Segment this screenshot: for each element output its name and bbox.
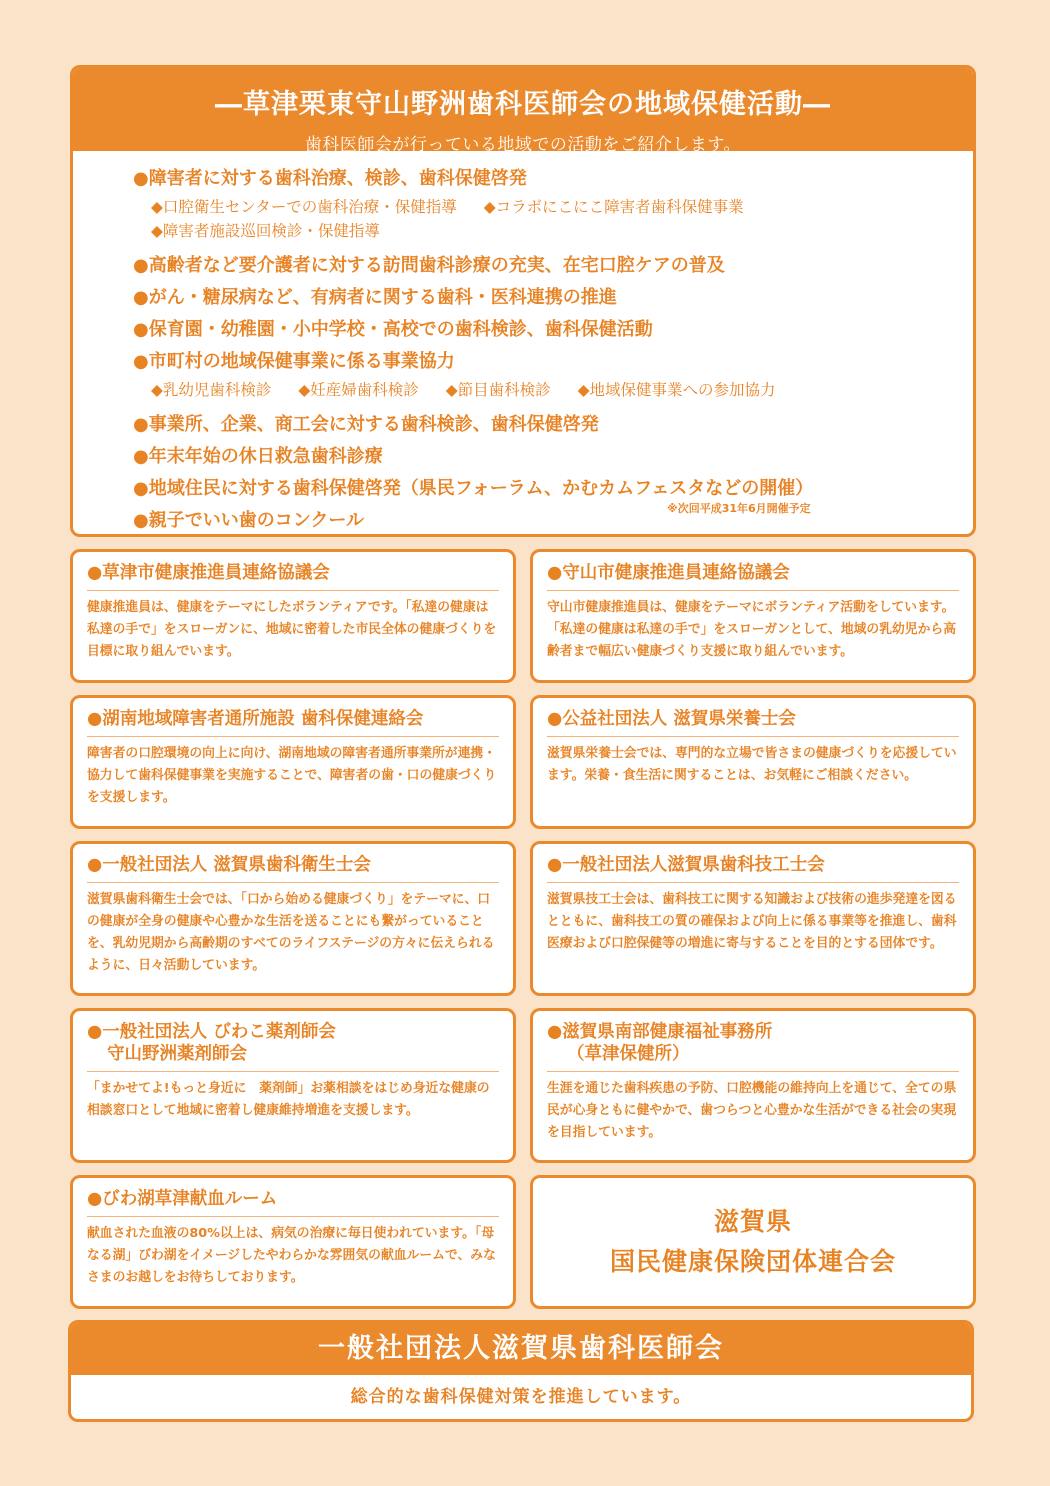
activity-subitem: ◆乳幼児歯科検診 (151, 381, 272, 399)
main-subtitle: 歯科医師会が行っている地域での活動をご紹介します。 (304, 135, 742, 155)
bottom-box (68, 1320, 974, 1422)
main-activities-box (70, 65, 976, 537)
activity-subrow (133, 195, 973, 219)
card-title: ●湖南地域障害者通所施設 歯科保健連絡会 (87, 708, 499, 737)
card-body: 献血された血液の80%以上は、病気の治療に毎日使われています。「母なる湖」びわ湖をイメージしたやわらかな雰囲気の献血ルームで、みなさまのお越しをお待ちしております。 (87, 1226, 496, 1285)
main-title: ―草津栗東守山野洲歯科医師会の地域保健活動― (215, 89, 831, 120)
card-body: 「まかせてよ!もっと身近に 薬剤師」お薬相談をはじめ身近な健康の相談窓口として地域に密着し健康維持増進を支援します。 (87, 1081, 490, 1118)
card-title-line2: （草津保健所） (567, 1044, 690, 1064)
card-moriyama-health (530, 549, 976, 683)
card-title: ●びわ湖草津献血ルーム (87, 1188, 499, 1217)
main-header (73, 68, 973, 155)
card-body: 守山市健康推進員は、健康をテーマにボランティア活動をしています。「私達の健康は私達の手で」をスローガンとして、地域の乳幼児から高齢者まで幅広い健康づくり支援に取り組んでいます。 (547, 600, 956, 659)
activity-item: ●障害者に対する歯科治療、検診、歯科保健啓発 (133, 168, 527, 189)
card-title: ●一般社団法人滋賀県歯科技工士会 (547, 854, 959, 883)
activity-subitem: ◆妊産婦歯科検診 (298, 381, 419, 399)
activity-item: ●事業所、企業、商工会に対する歯科検診、歯科保健啓発 (133, 414, 599, 435)
activity-subitem: ◆障害者施設巡回検診・保健指導 (151, 222, 380, 240)
schedule-note: ※次回平成31年6月開催予定 (667, 502, 811, 515)
activity-item: ●保育園・幼稚園・小中学校・高校での歯科検診、歯科保健活動 (133, 319, 653, 340)
card-body: 滋賀県歯科衛生士会では、「口から始める健康づくり」をテーマに、口の健康が全身の健康や心豊かな生活を送ることにも繋がっていることを、乳幼児期から高齢期のすべてのライフステージの方々に伝えられるように、日々活動しています。 (87, 892, 495, 973)
card-title: ●一般社団法人 滋賀県歯科衛生士会 (87, 854, 499, 883)
activity-item: ●市町村の地域保健事業に係る事業協力 (133, 351, 455, 372)
card-body: 生涯を通じた歯科疾患の予防、口腔機能の維持向上を通じて、全ての県民が心身ともに健やかで、歯つらつと心豊かな生活ができる社会の実現を目指しています。 (547, 1081, 957, 1140)
card-konan-disability (70, 695, 516, 829)
card-body: 健康推進員は、健康をテーマにしたボランティアです。「私達の健康は私達の手で」をスローガンに、地域に密着した市民全体の健康づくりを目標に取り組んでいます。 (87, 600, 497, 659)
card-title-line2: 守山野洲薬剤師会 (107, 1044, 247, 1064)
card-health-office (530, 1008, 976, 1163)
card-title: ●守山市健康推進員連絡協議会 (547, 562, 959, 591)
card-title-line1: ●一般社団法人 びわこ薬剤師会 (87, 1022, 336, 1042)
card-body: 滋賀県技工士会は、歯科技工に関する知識および技術の進歩発達を図るとともに、歯科技工の質の確保および向上に係る事業等を推進し、歯科医療および口腔保健等の増進に寄与することを目的とする団体です。 (547, 892, 957, 951)
activity-item: ●地域住民に対する歯科保健啓発（県民フォーラム、かむカムフェスタなどの開催） (133, 478, 814, 499)
card-title-line1: ●滋賀県南部健康福祉事務所 (547, 1022, 773, 1042)
activity-item: ●年末年始の休日救急歯科診療 (133, 446, 383, 467)
activity-subrow (133, 219, 973, 243)
federation-line1: 滋賀県 (713, 1207, 792, 1236)
card-title (547, 1021, 959, 1072)
activity-item (133, 502, 973, 537)
card-kusatsu-health (70, 549, 516, 683)
card-dental-technician (530, 841, 976, 996)
card-dental-hygienist (70, 841, 516, 996)
activity-subitem: ◆節目歯科検診 (445, 381, 551, 399)
card-pharmacist (70, 1008, 516, 1163)
bottom-subtitle: 総合的な歯科保健対策を推進しています。 (350, 1387, 692, 1407)
card-body: 障害者の口腔環境の向上に向け、湖南地域の障害者通所事業所が連携・協力して歯科保健事業を実施することで、障害者の歯・口の健康づくりを支援します。 (87, 746, 497, 805)
card-title: ●草津市健康推進員連絡協議会 (87, 562, 499, 591)
activity-item: ●がん・糖尿病など、有病者に関する歯科・医科連携の推進 (133, 287, 617, 308)
activity-item: ●高齢者など要介護者に対する訪問歯科診療の充実、在宅口腔ケアの普及 (133, 255, 725, 276)
activity-list (73, 151, 973, 537)
activity-subitem: ◆口腔衛生センターでの歯科治療・保健指導 (151, 198, 457, 216)
activity-subitem: ◆地域保健事業への参加協力 (577, 381, 776, 399)
card-body: 滋賀県栄養士会では、専門的な立場で皆さまの健康づくりを応援しています。栄養・食生活に関することは、お気軽にご相談ください。 (547, 746, 957, 783)
card-title (87, 1021, 499, 1072)
bottom-title: 一般社団法人滋賀県歯科医師会 (71, 1323, 971, 1375)
federation-line2: 国民健康保険団体連合会 (609, 1247, 896, 1276)
activity-item-label: ●親子でいい歯のコンクール (133, 510, 364, 531)
card-dietitian (530, 695, 976, 829)
card-blood-donation (70, 1175, 516, 1309)
activity-subrow (133, 378, 973, 402)
activity-subitem: ◆コラボにこにこ障害者歯科保健事業 (483, 198, 744, 216)
card-insurance-federation (530, 1175, 976, 1309)
card-title: ●公益社団法人 滋賀県栄養士会 (547, 708, 959, 737)
